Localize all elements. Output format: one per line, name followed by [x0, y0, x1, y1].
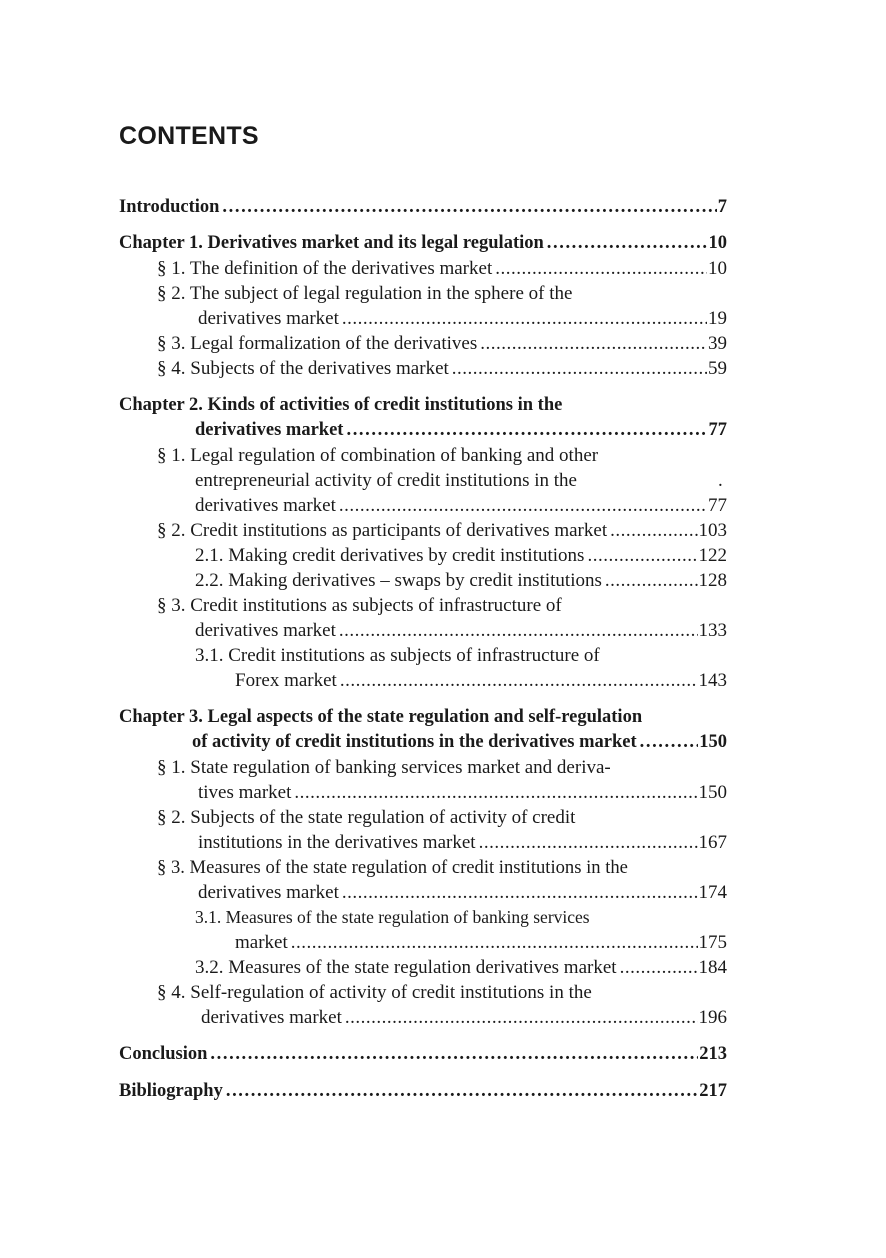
toc-entry-bibliography — [119, 1079, 727, 1104]
entry-page: 150 — [699, 732, 727, 752]
entry-title: derivatives market — [195, 420, 344, 440]
entry-page: 128 — [698, 570, 727, 591]
toc-entry-ch3-s3-line1: § 3. Measures of the state regulation of credit institutions in the — [157, 857, 628, 878]
entry-title: derivatives market — [195, 620, 336, 641]
entry-page: 175 — [698, 932, 727, 953]
entry-title: Forex market — [235, 670, 337, 691]
toc-entry-introduction — [119, 195, 727, 220]
contents-heading: CONTENTS — [119, 122, 259, 150]
toc-entry-conclusion — [119, 1042, 727, 1067]
entry-title: market — [235, 932, 288, 953]
toc-entry-ch3-s3-2 — [195, 955, 727, 980]
entry-page: 19 — [708, 308, 727, 329]
entry-title: derivatives market — [198, 308, 339, 329]
entry-title: tives market — [198, 782, 292, 803]
toc-entry-ch2-s3-1 — [235, 668, 727, 693]
toc-entry-ch2-s2-1 — [195, 543, 727, 568]
entry-page: 217 — [699, 1081, 727, 1101]
toc-entry-ch2-s3 — [195, 618, 727, 643]
entry-page: 174 — [698, 882, 727, 903]
toc-entry-ch1-s1 — [157, 256, 727, 281]
entry-page: 77 — [708, 495, 727, 516]
toc-entry-ch3-s1-line1: § 1. State regulation of banking services market and deriva- — [157, 757, 611, 778]
entry-page: 167 — [698, 832, 727, 853]
entry-title: § 3. Legal formalization of the derivatives — [157, 333, 478, 354]
entry-page: 184 — [698, 957, 727, 978]
entry-title: derivatives market — [195, 495, 336, 516]
toc-entry-ch2-s1 — [195, 493, 727, 518]
entry-title: Conclusion — [119, 1044, 208, 1064]
toc-entry-chapter-1 — [119, 231, 727, 256]
toc-entry-ch1-s2 — [198, 306, 727, 331]
toc-entry-ch3-s4-line1: § 4. Self-regulation of activity of credit institutions in the — [157, 982, 592, 1003]
toc-entry-ch3-s2 — [198, 830, 727, 855]
entry-title: Introduction — [119, 197, 220, 217]
toc-entry-ch1-s3 — [157, 331, 727, 356]
entry-title: § 4. Subjects of the derivatives market — [157, 358, 449, 379]
toc-entry-ch1-s2-line1: § 2. The subject of legal regulation in the sphere of the — [157, 283, 573, 304]
entry-page: 213 — [699, 1044, 727, 1064]
entry-page: 77 — [708, 420, 727, 440]
entry-title: 2.1. Making credit derivatives by credit institutions — [195, 545, 585, 566]
toc-entry-ch2-s3-1-line1: 3.1. Credit institutions as subjects of infrastructure of — [195, 645, 600, 666]
entry-title: derivatives market — [198, 882, 339, 903]
entry-page: 133 — [698, 620, 727, 641]
entry-page: 103 — [698, 520, 727, 541]
entry-page: 10 — [708, 233, 727, 253]
entry-title: Chapter 1. Derivatives market and its legal regulation — [119, 233, 544, 253]
toc-entry-ch2-s1-line2: entrepreneurial activity of credit institutions in the — [195, 470, 577, 491]
toc-entry-chapter-2 — [195, 418, 727, 443]
toc-entry-ch3-s3-1-line1: 3.1. Measures of the state regulation of banking services — [195, 907, 590, 927]
entry-title: of activity of credit institutions in the derivatives market — [192, 732, 637, 752]
entry-page: 196 — [698, 1007, 727, 1028]
toc-entry-ch3-s3-1 — [235, 930, 727, 955]
toc-entry-chapter-3 — [192, 730, 727, 755]
toc-entry-ch2-s2-2 — [195, 568, 727, 593]
entry-title: § 1. The definition of the derivatives market — [157, 258, 493, 279]
toc-entry-ch2-s2 — [157, 518, 727, 543]
entry-page: 39 — [708, 333, 727, 354]
entry-page: 150 — [698, 782, 727, 803]
entry-page: 122 — [698, 545, 727, 566]
toc-entry-chapter-3-line1: Chapter 3. Legal aspects of the state regulation and self-regulation — [119, 707, 643, 727]
toc-entry-ch1-s4 — [157, 356, 727, 381]
toc-entry-ch3-s1 — [198, 780, 727, 805]
entry-title: § 2. Credit institutions as participants of derivatives market — [157, 520, 608, 541]
toc-entry-ch3-s2-line1: § 2. Subjects of the state regulation of activity of credit — [157, 807, 576, 828]
toc-entry-ch2-s3-line1: § 3. Credit institutions as subjects of infrastructure of — [157, 595, 562, 616]
toc-entry-ch3-s3 — [198, 880, 727, 905]
entry-title: 3.2. Measures of the state regulation derivatives market — [195, 957, 617, 978]
entry-page: 10 — [708, 258, 727, 279]
entry-page: 7 — [717, 197, 727, 217]
stray-dot: . — [718, 470, 723, 491]
toc-entry-ch2-s1-line1: § 1. Legal regulation of combination of banking and other — [157, 445, 599, 466]
entry-title: Bibliography — [119, 1081, 223, 1101]
entry-page: 59 — [708, 358, 727, 379]
entry-page: 143 — [698, 670, 727, 691]
entry-title: derivatives market — [201, 1007, 342, 1028]
toc-entry-ch3-s4 — [201, 1005, 727, 1030]
entry-title: institutions in the derivatives market — [198, 832, 476, 853]
toc-entry-chapter-2-line1: Chapter 2. Kinds of activities of credit institutions in the — [119, 395, 563, 415]
entry-title: 2.2. Making derivatives – swaps by credit institutions — [195, 570, 602, 591]
